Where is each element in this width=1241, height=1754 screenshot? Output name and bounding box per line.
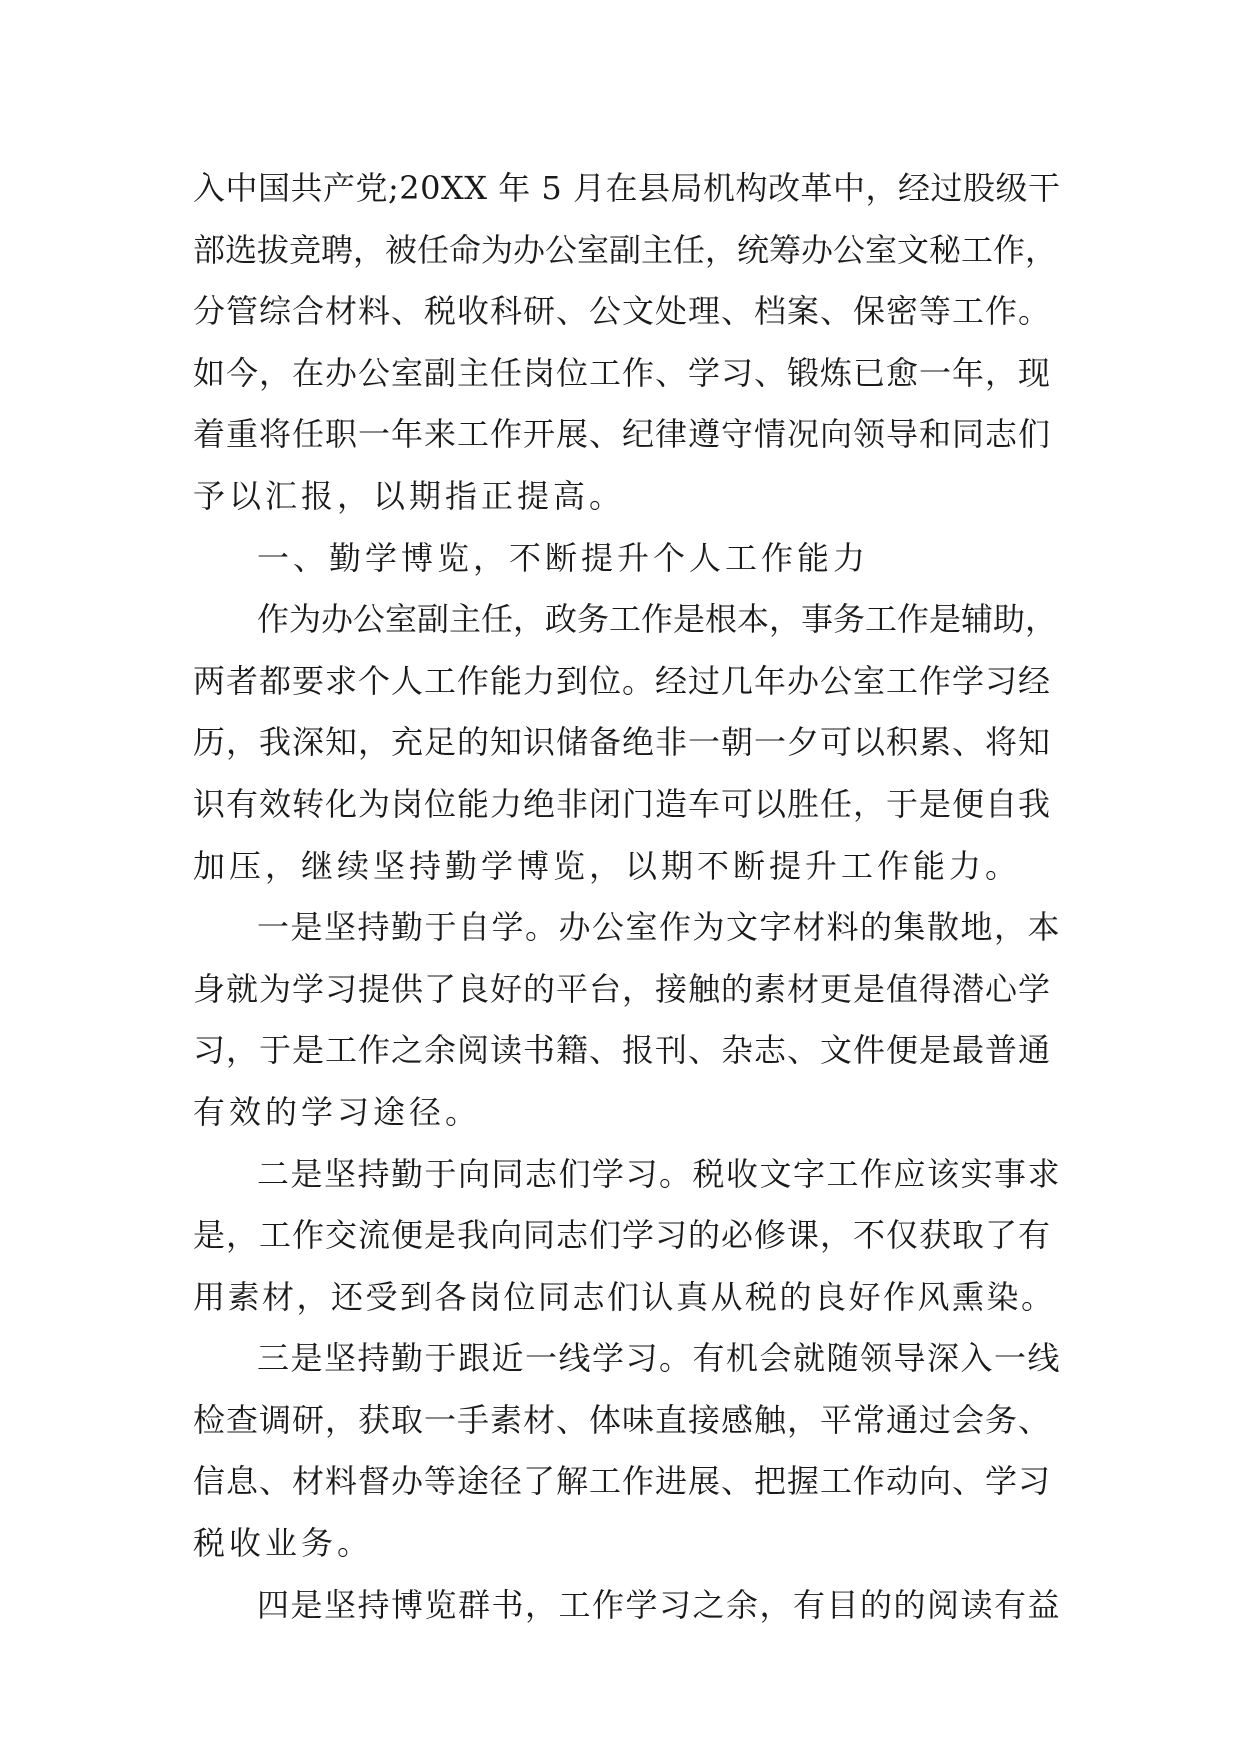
text-line: 两者都要求个人工作能力到位。经过几年办公室工作学习经 [193, 661, 1052, 700]
text-line: 加压，继续坚持勤学博览，以期不断提升工作能力。 [193, 846, 1022, 885]
text-line: 四是坚持博览群书，工作学习之余，有目的的阅读有益 [257, 1585, 1062, 1624]
text-line: 一是坚持勤于自学。办公室作为文字材料的集散地，本 [257, 908, 1062, 947]
text-line: 是，工作交流便是我向同志们学习的必修课，不仅获取了有 [193, 1216, 1052, 1255]
text-line: 予以汇报，以期指正提高。 [193, 476, 626, 515]
section-heading: 一、勤学博览，不断提升个人工作能力 [257, 538, 870, 577]
text-line: 识有效转化为岗位能力绝非闭门造车可以胜任，于是便自我 [193, 784, 1052, 823]
text-line: 分管综合材料、税收科研、公文处理、档案、保密等工作。 [193, 292, 1052, 331]
text-line: 入中国共产党;20XX 年 5 月在县局机构改革中，经过股级干 [193, 169, 1061, 207]
text-line: 检查调研，获取一手素材、体味直接感触，平常通过会务、 [193, 1400, 1052, 1439]
text-line: 部选拔竞聘，被任命为办公室副主任，统筹办公室文秘工作， [193, 230, 1058, 269]
text-line: 着重将任职一年来工作开展、纪律遵守情况向领导和同志们 [193, 415, 1052, 454]
text-line: 信息、材料督办等途径了解工作进展、把握工作动向、学习 [193, 1462, 1052, 1501]
text-line: 如今，在办公室副主任岗位工作、学习、锻炼已愈一年，现 [193, 353, 1052, 392]
text-line: 历，我深知，充足的知识储备绝非一朝一夕可以积累、将知 [193, 723, 1052, 762]
text-line: 二是坚持勤于向同志们学习。税收文字工作应该实事求 [257, 1154, 1062, 1193]
text-line: 三是坚持勤于跟近一线学习。有机会就随领导深入一线 [257, 1339, 1062, 1378]
text-line: 用素材，还受到各岗位同志们认真从税的良好作风熏染。 [193, 1277, 1056, 1316]
text-line: 身就为学习提供了良好的平台，接触的素材更是值得潜心学 [193, 969, 1052, 1008]
document-body [193, 158, 1063, 1636]
text-line: 有效的学习途径。 [193, 1092, 482, 1131]
text-line: 作为办公室副主任，政务工作是根本，事务工作是辅助， [257, 600, 1058, 639]
text-line: 习，于是工作之余阅读书籍、报刊、杂志、文件便是最普通 [193, 1031, 1052, 1070]
text-line: 税收业务。 [193, 1524, 374, 1563]
